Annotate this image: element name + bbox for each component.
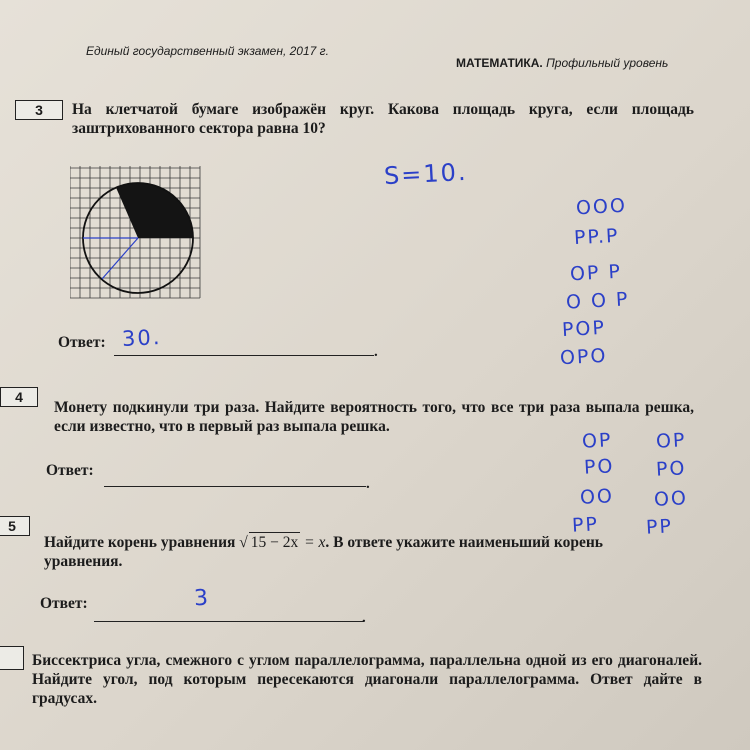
pair-item: OO — [653, 487, 689, 511]
pair-item: PO — [655, 457, 687, 481]
equation: √ 15 − 2x = x — [239, 534, 326, 551]
circle-figure — [70, 164, 205, 304]
exam-header: Единый государственный экзамен, 2017 г. — [86, 44, 329, 58]
outcome-item: OOO — [575, 194, 628, 220]
outcome-item: OP P — [569, 260, 623, 286]
task-5-text-part: Найдите корень уравнения — [44, 534, 236, 551]
pair-item: OP — [581, 429, 613, 453]
task-5-number: 5 — [0, 516, 30, 536]
outcome-item: POP — [561, 316, 607, 342]
subject-level: Профильный уровень — [546, 56, 669, 70]
task-3-text: На клетчатой бумаге изображён круг. Какова площадь круга, если площадь заштрихованного сектора равна 10? — [72, 101, 694, 137]
task-6-number — [0, 646, 24, 670]
task-3-number: 3 — [15, 100, 63, 120]
task-6-text: Биссектриса угла, смежного с углом параллелограмма, параллельна одной из его диагоналей. Найдите угол, под которым пересекаются диагонали параллелограмма. Ответ дайте в градусах. — [32, 652, 702, 707]
show-through-text — [40, 628, 43, 643]
task-5-answer-field[interactable] — [94, 621, 364, 622]
pair-item: OO — [579, 485, 615, 509]
equation-radicand: 15 − 2x — [250, 534, 299, 551]
task-3-answer-label: Ответ: — [58, 334, 106, 351]
task-3-answer-period: . — [374, 344, 378, 360]
task-3-answer-field[interactable] — [114, 355, 374, 356]
task-5-text-part: . В ответе укажите наименьший корень уравнения. — [44, 534, 603, 570]
task-5-answer-period: . — [362, 610, 366, 626]
task-5-answer-label: Ответ: — [40, 595, 88, 612]
subject-header — [456, 56, 668, 70]
outcome-item: O O P — [565, 288, 630, 314]
task-4-answer-period: . — [366, 476, 370, 492]
outcome-item: OPO — [559, 344, 608, 370]
shaded-sector — [116, 183, 193, 238]
pair-item: OP — [655, 429, 687, 453]
pair-item: PP — [645, 515, 674, 539]
task-5-answer-handwritten: 3 — [193, 585, 211, 612]
subject-name: МАТЕМАТИКА. — [456, 56, 543, 70]
equation-rhs: = x — [300, 534, 326, 551]
note-area: S=10. — [383, 157, 469, 191]
outcome-item: PP.P — [573, 224, 620, 250]
task-4-answer-field[interactable] — [104, 486, 366, 487]
task-3-answer-handwritten: 30. — [121, 324, 163, 352]
task-4-number: 4 — [0, 387, 38, 407]
task-4-text: Монету подкинули три раза. Найдите вероятность того, что все три раза выпала решка, если известно, что в первый раз выпала решка. — [54, 399, 694, 435]
task-4-answer-label: Ответ: — [46, 462, 94, 479]
pair-item: PO — [583, 455, 615, 479]
pair-item: PP — [571, 513, 600, 537]
task-5-text — [44, 532, 674, 571]
